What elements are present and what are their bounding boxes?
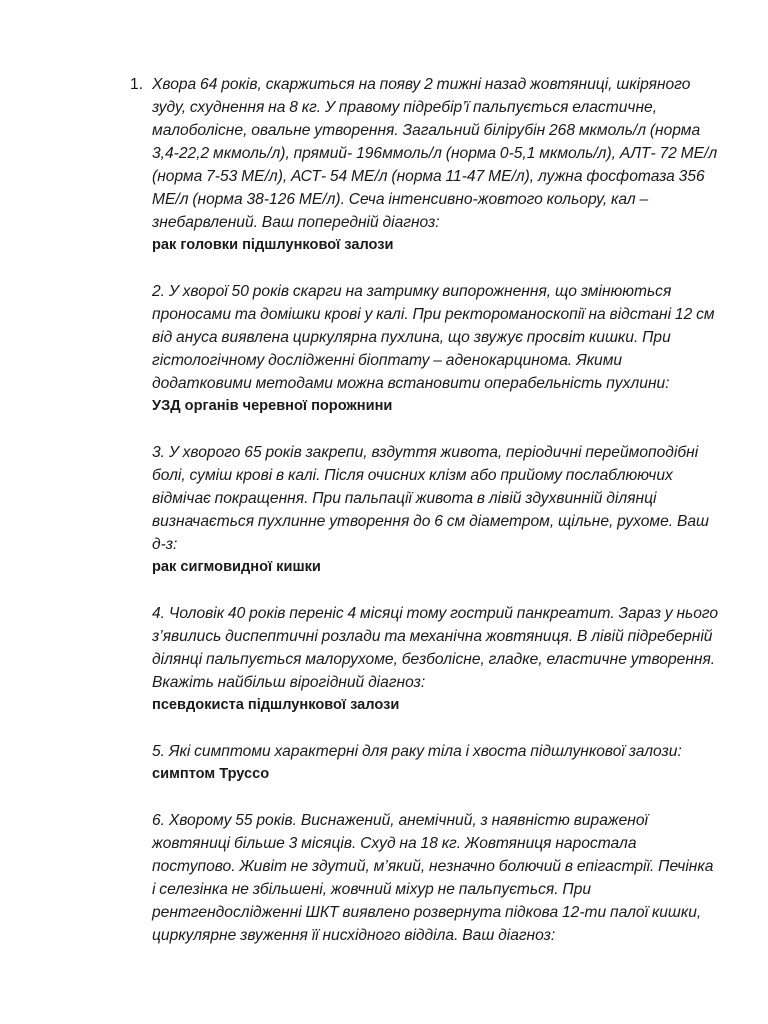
question-3-prompt: 3. У хворого 65 років закрепи, вздуття живота, періодичні переймоподібні болі, суміш крові в калі. Після очисних клізм або прийому послаблюючих відмічає покращення. При пальпації живота в лівій здухвинній ділянці визначається пухлинне утворення до 6 см діаметром, щільне, рухоме. Ваш д-з:	[152, 444, 709, 553]
question-5-prompt: 5. Які симптоми характерні для раку тіла і хвоста підшлункової залози:	[152, 743, 682, 760]
question-3-answer: рак сигмовидної кишки	[152, 559, 321, 575]
question-2-prompt: 2. У хворої 50 років скарги на затримку випорожнення, що змінюються проносами та домішки крові у калі. При ректороманоскопії на відстані 12 см від ануса виявлена циркулярна пухлина, що звужує просвіт кишки. При гістологічному дослідженні біоптату – аденокарцинома. Якими додатковими методами можна встановити операбельність пухлини:	[152, 283, 715, 392]
question-1-prompt: Хвора 64 років, скаржиться на появу 2 тижні назад жовтяниці, шкіряного зуду, схуднення на 8 кг. У правому підребір’ї пальпується еластичне, малоболісне, овальне утворення. Загальний білірубін 268 мкмоль/л (норма 3,4-22,2 мкмоль/л), прямий- 196ммоль/л (норма 0-5,1 мкмоль/л), АЛТ- 72 МЕ/л (норма 7-53 МЕ/л), АСТ- 54 МЕ/л (норма 11-47 МЕ/л), лужна фосфотаза 356 МЕ/л (норма 38-126 МЕ/л). Сеча інтенсивно-жовтого кольору, кал – знебарвлений. Ваш попередній діагноз:	[152, 76, 718, 231]
question-5-answer: симптом Труссо	[152, 766, 270, 782]
question-3	[152, 441, 720, 579]
question-1	[152, 73, 720, 257]
question-4	[152, 602, 720, 717]
question-6-prompt: 6. Хворому 55 років. Виснажений, анемічний, з наявністю вираженої жовтяниці більше 3 місяців. Схуд на 18 кг. Жовтяниця наростала поступово. Живіт не здутий, м’який, незначно болючий в епігастрії. Печінка і селезінка не збільшені, жовчний міхур не пальпується. При рентгендослідженні ШКТ виявлено розвернута підкова 12-ти палої кишки, циркулярне звуження її нисхідного відділа. Ваш діагноз:	[152, 812, 714, 944]
question-2	[152, 280, 720, 418]
question-4-prompt: 4. Чоловік 40 років переніс 4 місяці тому гострий панкреатит. Зараз у нього з’явились диспептичні розлади та механічна жовтяниця. В лівій підреберній ділянці пальпується малорухоме, безболісне, гладке, еластичне утворення. Вкажіть найбільш вірогідний діагноз:	[152, 605, 719, 691]
question-2-answer: УЗД органів черевної порожнини	[152, 398, 393, 414]
question-4-answer: псевдокиста підшлункової залози	[152, 697, 400, 713]
question-1-answer: рак головки підшлункової залози	[152, 237, 394, 253]
question-1-number: 1.	[130, 76, 144, 93]
question-5	[152, 740, 720, 786]
question-6	[152, 809, 720, 947]
